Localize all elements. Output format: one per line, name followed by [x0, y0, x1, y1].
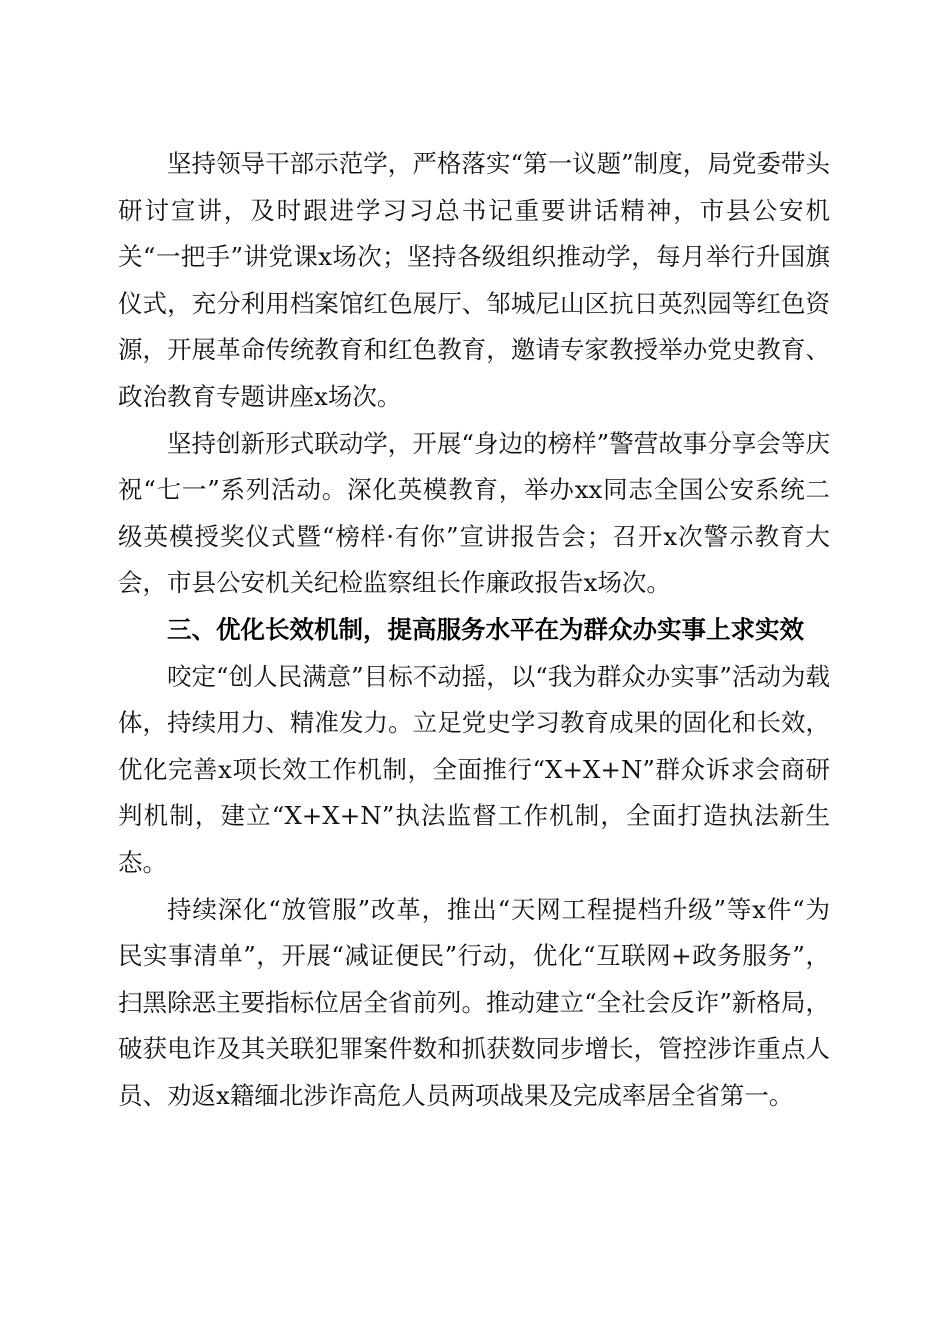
paragraph-innovative-study: 坚持创新形式联动学，开展“身边的榜样”警营故事分享会等庆祝“七一”系列活动。深化英模教育，举办xx同志全国公安系统二级英模授奖仪式暨“榜样·有你”宣讲报告会；召开x次警示教育大会，市县公安机关纪检监察组长作廉政报告x场次。: [118, 428, 830, 598]
paragraph-leader-study: 坚持领导干部示范学，严格落实“第一议题”制度，局党委带头研讨宣讲，及时跟进学习习总书记重要讲话精神，市县公安机关“一把手”讲党课x场次；坚持各级组织推动学，每月举行升国旗仪式，充分利用档案馆红色展厅、邹城尼山区抗日英烈园等红色资源，开展革命传统教育和红色教育，邀请专家教授举办党史教育、政治教育专题讲座x场次。: [118, 149, 830, 411]
paragraph-people-satisfaction: 咬定“创人民满意”目标不动摇，以“我为群众办实事”活动为载体，持续用力、精准发力。立足党史学习教育成果的固化和长效，优化完善x项长效工作机制，全面推行“X+X+N”群众诉求会商研判机制，建立“X+X+N”执法监督工作机制，全面打造执法新生态。: [118, 661, 830, 877]
document-body: [118, 141, 830, 1119]
section-heading: 三、优化长效机制，提高服务水平在为群众办实事上求实效: [167, 614, 804, 644]
paragraph-reform-service: 持续深化“放管服”改革，推出“天网工程提档升级”等x件“为民实事清单”，开展“减证便民”行动，优化“互联网+政务服务”，扫黑除恶主要指标位居全省前列。推动建立“全社会反诈”新格局，破获电诈及其关联犯罪案件数和抓获数同步增长，管控涉诈重点人员、劝返x籍缅北涉诈高危人员两项战果及完成率居全省第一。: [118, 894, 830, 1110]
